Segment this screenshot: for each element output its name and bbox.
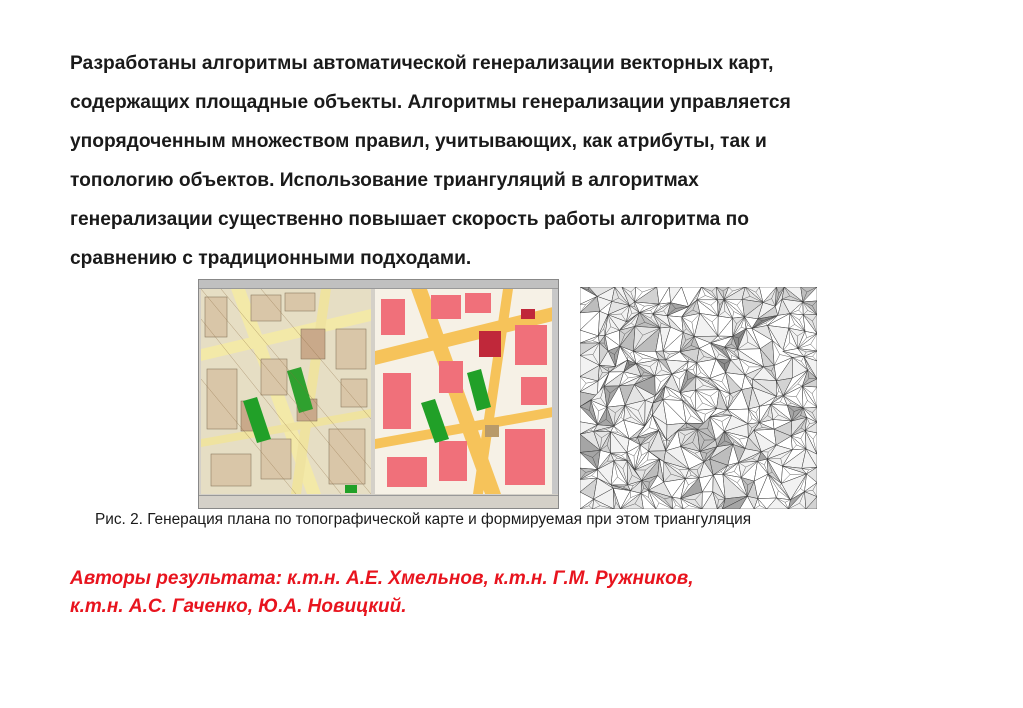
- authors-line: к.т.н. А.С. Гаченко, Ю.А. Новицкий.: [70, 596, 407, 617]
- authors-block: [70, 565, 970, 621]
- map-app-screenshot: [198, 279, 559, 509]
- triangulation-svg: [580, 287, 817, 509]
- paragraph-line: сравнению с традиционными подходами.: [70, 248, 472, 269]
- app-titlebar: [199, 280, 558, 289]
- paragraph-line: генерализации существенно повышает скорость работы алгоритма по: [70, 209, 749, 230]
- generalized-plan-image: [375, 289, 553, 494]
- generalized-plan: [375, 289, 553, 494]
- main-paragraph: [70, 44, 970, 278]
- authors-line: Авторы результата: к.т.н. А.Е. Хмельнов, к.т.н. Г.М. Ружников,: [70, 568, 694, 589]
- triangulation-image: [580, 287, 817, 509]
- app-statusbar: [199, 495, 558, 508]
- figure-caption: Рис. 2. Генерация плана по топографической карте и формируемая при этом триангуляция: [95, 511, 752, 528]
- paragraph-line: Разработаны алгоритмы автоматической генерализации векторных карт,: [70, 53, 774, 74]
- vertical-scrollbar[interactable]: [552, 289, 558, 494]
- paragraph-line: топологию объектов. Использование триангуляций в алгоритмах: [70, 170, 699, 191]
- paragraph-line: упорядоченным множеством правил, учитывающих, как атрибуты, так и: [70, 131, 767, 152]
- paragraph-line: содержащих площадные объекты. Алгоритмы генерализации управляется: [70, 92, 791, 113]
- topographic-map: [201, 289, 371, 494]
- topographic-map-image: [201, 289, 371, 494]
